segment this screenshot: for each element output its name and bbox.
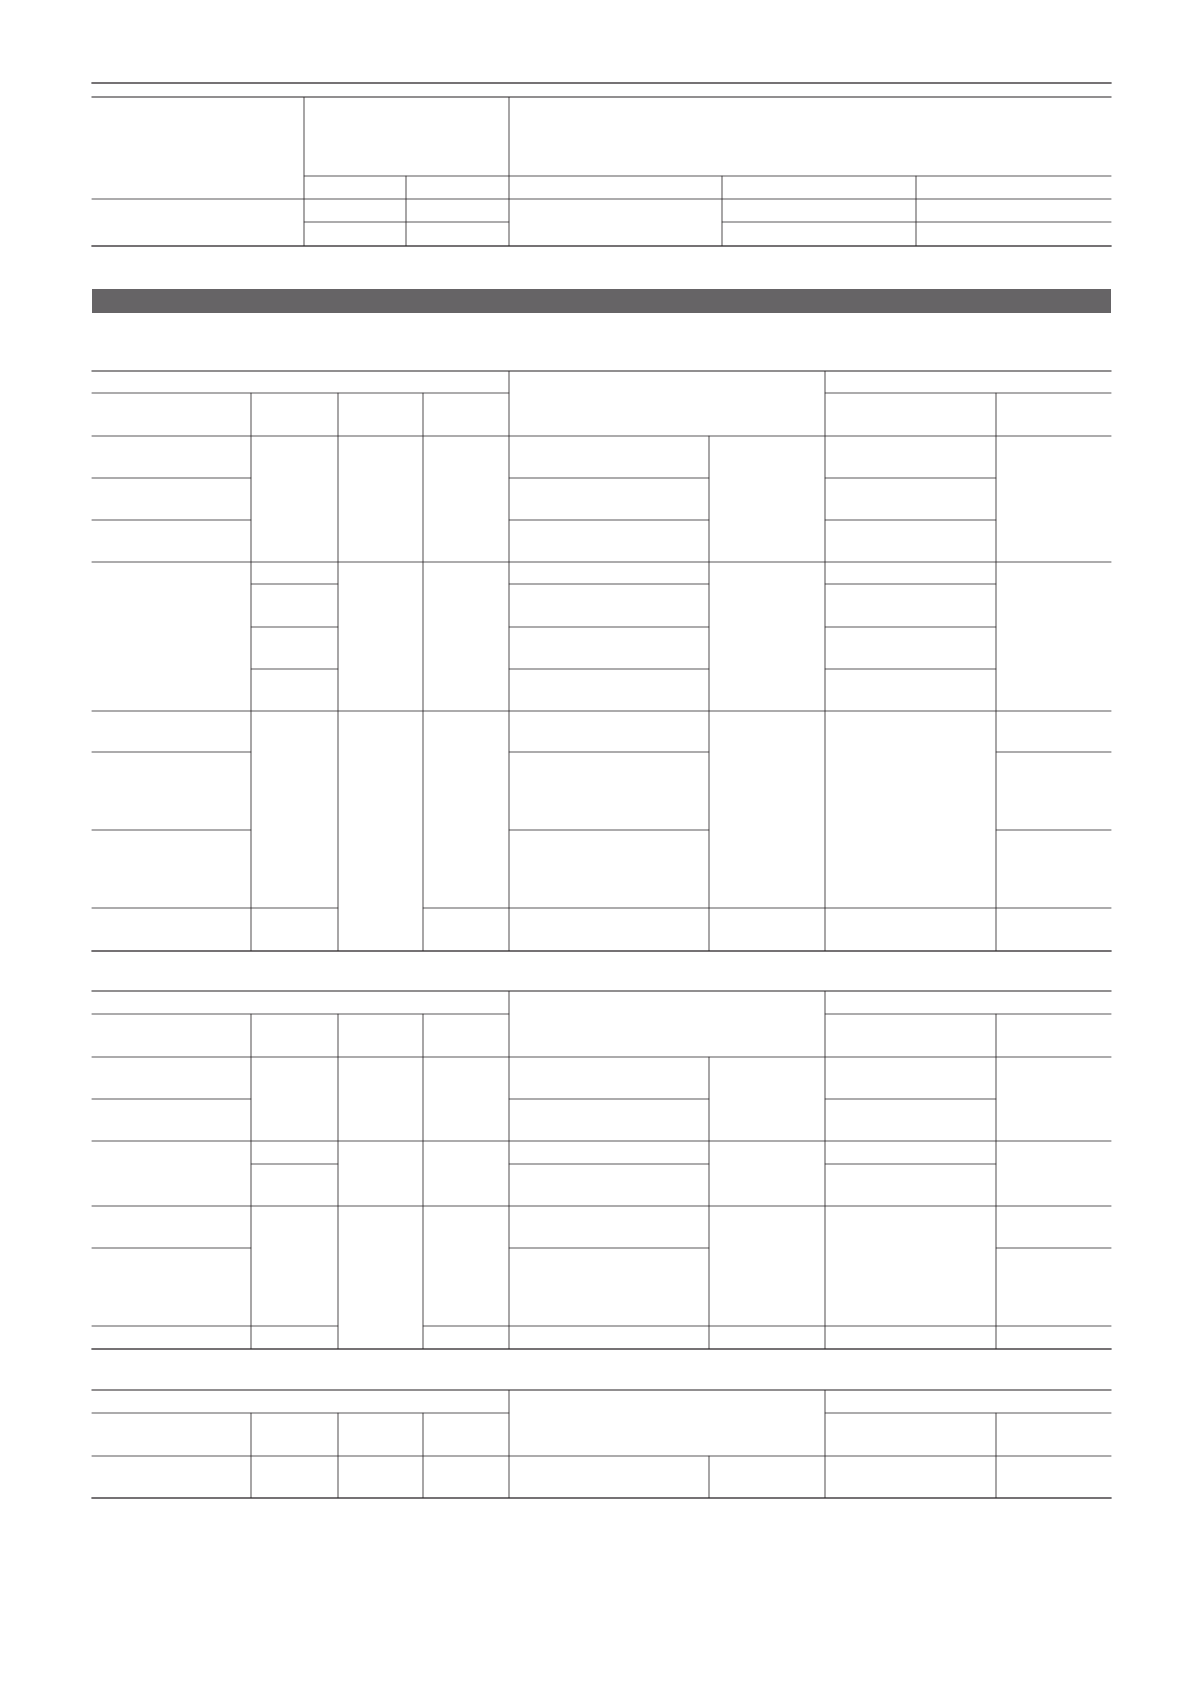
table-1 <box>92 371 1111 951</box>
table-2 <box>92 991 1111 1349</box>
top-table <box>92 83 1111 246</box>
table-3 <box>92 1390 1111 1498</box>
